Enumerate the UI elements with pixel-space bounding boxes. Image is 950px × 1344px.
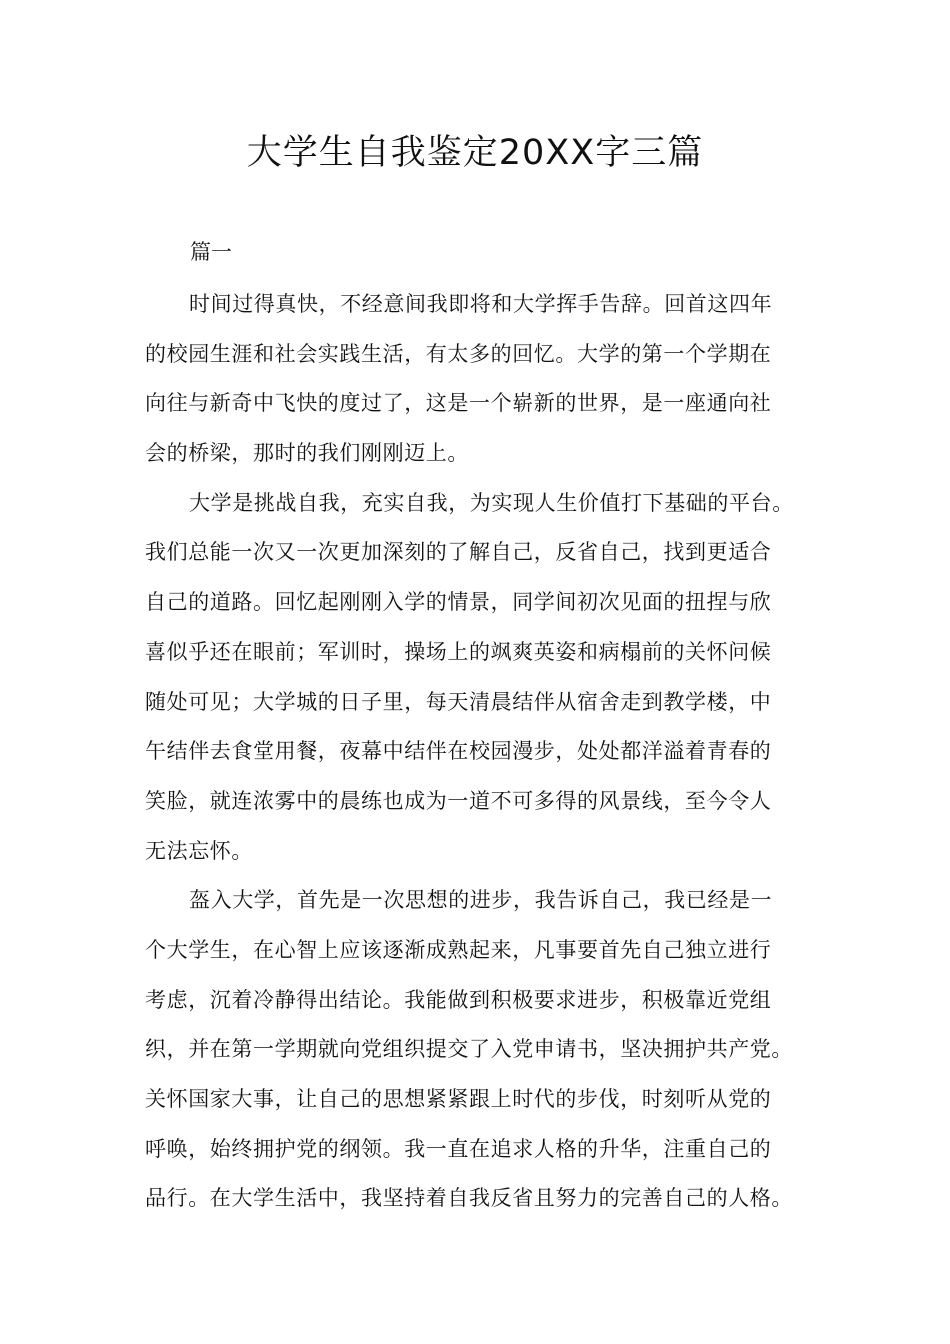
paragraph-line: 品行。在大学生活中，我坚持着自我反省且努力的完善自己的人格。: [145, 1186, 793, 1211]
paragraph-line: 喜似乎还在眼前；军训时，操场上的飒爽英姿和病榻前的关怀问候: [145, 639, 772, 664]
paragraph-line: 随处可见；大学城的日子里，每天清晨结伴从宿舍走到教学楼，中: [145, 689, 772, 714]
document-body: [145, 280, 825, 1224]
paragraph-line: 织，并在第一学期就向党组织提交了入党申请书，坚决拥护共产党。: [145, 1037, 793, 1062]
paragraph-line: 无法忘怀。: [145, 838, 253, 863]
paragraph-line: 午结伴去食堂用餐，夜幕中结伴在校园漫步，处处都洋溢着青春的: [145, 739, 772, 764]
paragraph-line: 考虑，沉着冷静得出结论。我能做到积极要求进步，积极靠近党组: [145, 987, 772, 1012]
paragraph-line: 自己的道路。回忆起刚刚入学的情景，同学间初次见面的扭捏与欣: [145, 590, 772, 615]
paragraph-line: 个大学生，在心智上应该逐渐成熟起来，凡事要首先自己独立进行: [145, 937, 772, 962]
paragraph-line: 呼唤，始终拥护党的纲领。我一直在追求人格的升华，注重自己的: [145, 1136, 772, 1161]
paragraph-line: 我们总能一次又一次更加深刻的了解自己，反省自己，找到更适合: [145, 540, 772, 565]
paragraph-line: 时间过得真快，不经意间我即将和大学挥手告辞。回首这四年: [189, 292, 773, 316]
document-title: 大学生自我鉴定20XX字三篇: [246, 133, 704, 173]
paragraph-line: 的校园生涯和社会实践生活，有太多的回忆。大学的第一个学期在: [145, 341, 772, 366]
paragraph-line: 向往与新奇中飞快的度过了，这是一个崭新的世界，是一座通向社: [145, 391, 772, 416]
paragraph-line: 会的桥梁，那时的我们刚刚迈上。: [145, 441, 469, 466]
section-heading: 篇一: [190, 240, 232, 264]
paragraph-line: 笑脸，就连浓雾中的晨练也成为一道不可多得的风景线，至今令人: [145, 788, 772, 813]
paragraph-line: 大学是挑战自我，充实自我，为实现人生价值打下基础的平台。: [189, 490, 794, 515]
paragraph-line: 关怀国家大事，让自己的思想紧紧跟上时代的步伐，时刻听从党的: [145, 1087, 772, 1111]
paragraph-line: 盔入大学，首先是一次思想的进步，我告诉自己，我已经是一: [189, 888, 773, 913]
